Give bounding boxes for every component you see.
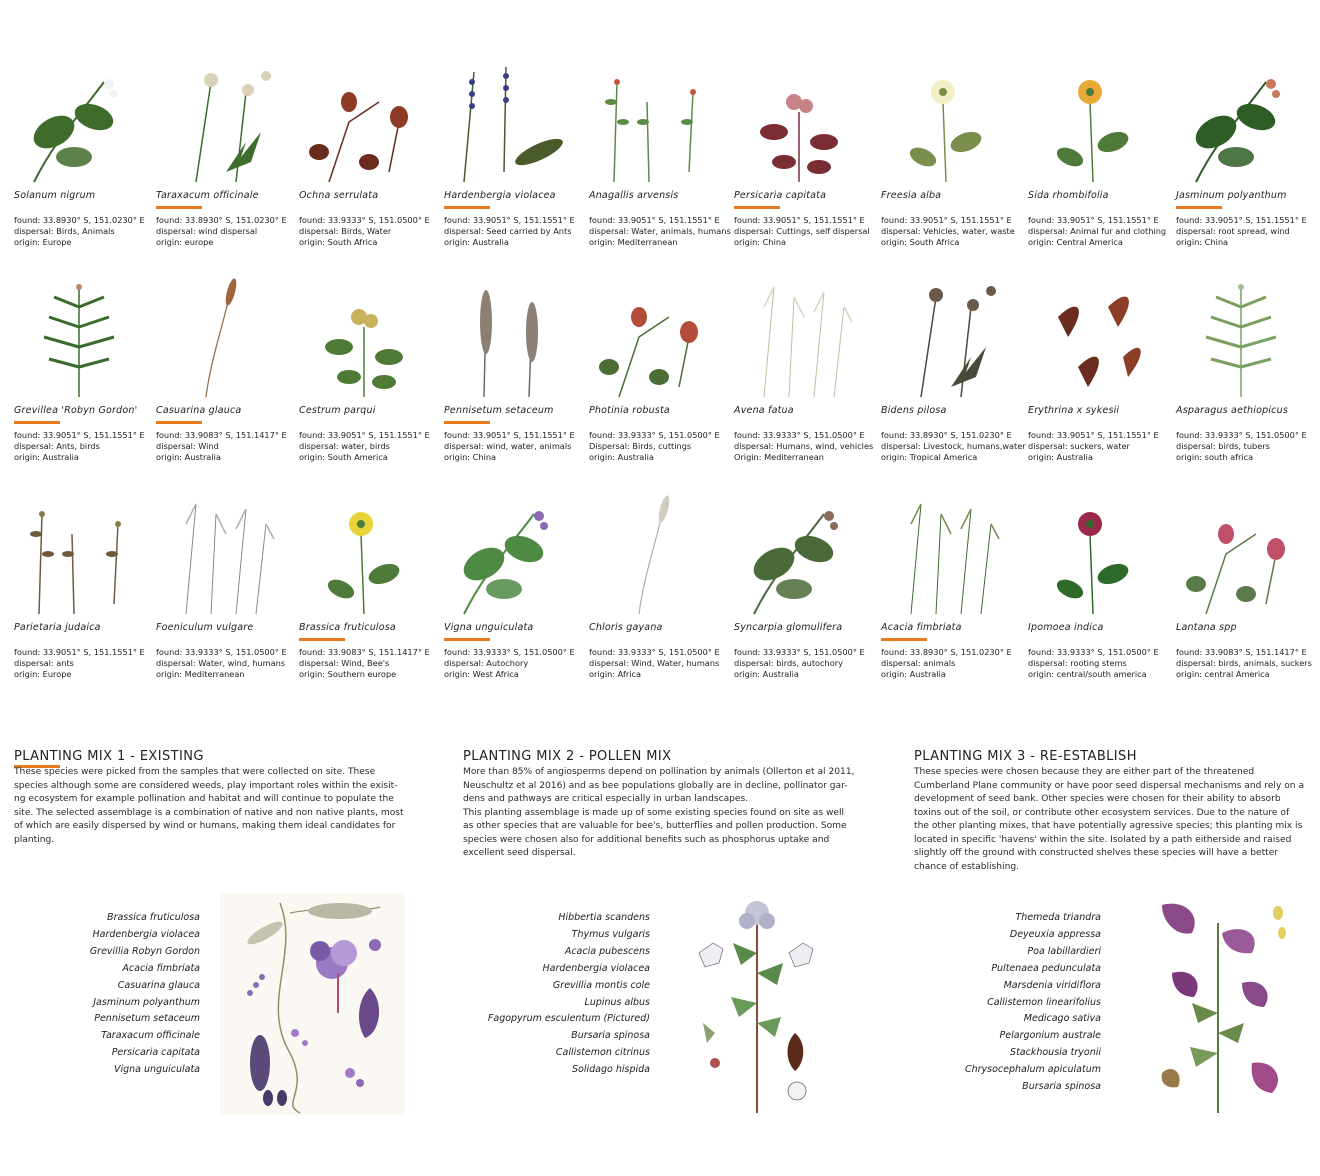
plant-name: Ochna serrulata [299, 190, 379, 201]
mix-3-illustration [1132, 893, 1304, 1115]
plant-image [734, 494, 864, 619]
species-name: Solidago hispida [572, 1064, 650, 1076]
plant-dispersal: dispersal: Humans, wind, vehicles [734, 441, 874, 451]
mix-1-species-list [40, 910, 200, 1079]
plant-specimen [156, 494, 306, 694]
species-name: Chrysocephalum apiculatum [964, 1064, 1101, 1076]
plant-found: found: 33.9051° S, 151.1551° E [1176, 215, 1307, 225]
plant-dispersal: dispersal: wind, water, animals [444, 441, 572, 451]
plant-dispersal: dispersal: Wind [156, 441, 219, 451]
plant-found: found: 33.8930° S, 151.0230° E [14, 215, 145, 225]
species-name: Poa labillardieri [1027, 945, 1101, 957]
plant-origin: origin: China [1176, 237, 1229, 247]
species-name: Medicago sativa [1023, 1013, 1101, 1025]
plant-name: Erythrina x sykesii [1028, 405, 1120, 416]
plant-found: found: 33.9051° S, 151.1551° E [1028, 430, 1159, 440]
plant-found: found: 33.8930° S, 151.0230° E [881, 647, 1012, 657]
plant-name: Acacia fimbriata [881, 622, 962, 633]
plant-specimen [1028, 62, 1178, 262]
plant-specimen [881, 494, 1031, 694]
plant-specimen [1028, 494, 1178, 694]
species-name: Marsdenia viridiflora [1003, 979, 1101, 991]
plant-dispersal: dispersal: Cuttings, self dispersal [734, 226, 870, 236]
species-name: Callistemon citrinus [555, 1047, 650, 1059]
plant-specimen [156, 62, 306, 262]
plant-origin: origin: Europe [14, 669, 72, 679]
plant-specimen [444, 494, 594, 694]
plant-image [444, 494, 574, 619]
plant-name: Vigna unguiculata [444, 622, 534, 633]
species-name: Pennisetum setaceum [94, 1013, 200, 1025]
species-name: Acacia pubescens [564, 945, 650, 957]
plant-origin: Origin: Mediterranean [734, 452, 824, 462]
plant-found: found: 33.9333° S, 151.0500° E [589, 647, 720, 657]
mix-3-title: PLANTING MIX 3 - RE-ESTABLISH [914, 749, 1137, 764]
plant-dispersal: dispersal: Vehicles, water, waste [881, 226, 1015, 236]
plant-origin: origin: central/south america [1028, 669, 1147, 679]
plant-origin: origin: Africa [589, 669, 642, 679]
mix-marker [444, 206, 490, 209]
plant-origin: origin: Australia [589, 452, 654, 462]
species-name: Bursaria spinosa [571, 1030, 650, 1042]
plant-specimen [734, 62, 884, 262]
plant-found: found: 33.8930° S, 151.0230° E [156, 215, 287, 225]
species-name: Vigna unguiculata [113, 1064, 200, 1076]
plant-image [734, 62, 864, 187]
mix-2-species-list [470, 910, 650, 1079]
plant-name: Brassica fruticulosa [299, 622, 396, 633]
plant-origin: origin: Australia [14, 452, 79, 462]
plant-origin: origin: Central America [1028, 237, 1123, 247]
species-name: Jasminum polyanthum [93, 996, 200, 1008]
plant-dispersal: dispersal: Birds, Animals [14, 226, 115, 236]
plant-name: Grevillea 'Robyn Gordon' [14, 405, 138, 416]
plant-specimen [1028, 277, 1178, 477]
plant-name: Chloris gayana [589, 622, 663, 633]
plant-specimen [444, 277, 594, 477]
plant-origin: origin: Europe [14, 237, 72, 247]
plant-origin: origin: Australia [881, 669, 946, 679]
plant-found: found: 33.9083° S, 151.1417° E [299, 647, 430, 657]
plant-found: found: 33.9333° S, 151.0500° E [734, 647, 865, 657]
plant-dispersal: dispersal: Livestock, humans,water [881, 441, 1026, 451]
mix-1-title: PLANTING MIX 1 - EXISTING [14, 749, 204, 764]
plant-dispersal: dispersal: birds, tubers [1176, 441, 1270, 451]
species-name: Themeda triandra [1015, 912, 1101, 923]
plant-dispersal: dispersal: suckers, water [1028, 441, 1130, 451]
plant-origin: origin: Australia [156, 452, 221, 462]
plant-name: Cestrum parqui [299, 405, 376, 416]
plant-image [589, 494, 719, 619]
plant-specimen [299, 494, 449, 694]
plant-dispersal: dispersal: animals [881, 658, 956, 668]
plant-dispersal: dispersal: Water, wind, humans [156, 658, 286, 668]
plant-specimen [444, 62, 594, 262]
plant-origin: origin: Tropical America [881, 452, 978, 462]
plant-found: found: 33.9333° S, 151.0500° E [444, 647, 575, 657]
mix-2-illustration [685, 893, 830, 1115]
plant-origin: origin: West Africa [444, 669, 519, 679]
plant-name: Foeniculum vulgare [156, 622, 254, 633]
mix-marker [156, 206, 202, 209]
mix-marker [1176, 206, 1222, 209]
plant-found: found: 33.9333° S, 151.0500° E [1028, 647, 1159, 657]
plant-name: Asparagus aethiopicus [1176, 405, 1288, 416]
plant-found: found: 33.8930° S, 151.0230° E [881, 430, 1012, 440]
species-name: Casuarina glauca [117, 979, 200, 991]
species-name: Acacia fimbriata [122, 962, 200, 974]
plant-found: found: 33.9333° S, 151.0500° E [734, 430, 865, 440]
species-name: Pelargonium australe [999, 1030, 1101, 1042]
plant-image [734, 277, 864, 402]
plant-image [881, 62, 1011, 187]
plant-name: Parietaria judaica [14, 622, 101, 633]
plant-dispersal: dispersal: Seed carried by Ants [444, 226, 572, 236]
plant-origin: origin: Mediterranean [589, 237, 678, 247]
plant-image [299, 494, 429, 619]
plant-found: found: 33.9051° S, 151.1551° E [444, 430, 575, 440]
plant-found: found: 33.9083° S, 151.1417° E [156, 430, 287, 440]
mix-marker [14, 421, 60, 424]
species-name: Grevillia montis cole [552, 979, 650, 991]
plant-image [444, 277, 574, 402]
plant-image [156, 494, 286, 619]
plant-origin: origin: China [734, 237, 787, 247]
plant-image [14, 494, 144, 619]
plant-dispersal: dispersal: Wind, Water, humans [589, 658, 720, 668]
plant-image [14, 277, 144, 402]
plant-found: found: 33.9051° S, 151.1551° E [14, 430, 145, 440]
plant-dispersal: dispersal: rooting stems [1028, 658, 1127, 668]
plant-origin: origin: China [444, 452, 497, 462]
plant-origin: origin: europe [156, 237, 214, 247]
plant-image [1028, 277, 1158, 402]
plant-image [299, 62, 429, 187]
plant-origin: origin: Australia [734, 669, 799, 679]
mix-1-description: These species were picked from the samples that were collected on site. These species although some are considered weeds, play important roles within the exisit-ng ecosystem for example pollination and habitat and will continue to populate the site. The selected assemblage is a combination of native and non native plants, most of which are easily dispersed by wind or humans, making them ideal candidates for planting. [14, 767, 404, 845]
plant-origin: origin: Mediterranean [156, 669, 245, 679]
species-name: Hibbertia scandens [558, 912, 650, 923]
plant-specimen [589, 62, 739, 262]
species-name: Deyeuxia appressa [1009, 928, 1101, 940]
plant-found: found: 33.9051° S, 151.1551° E [881, 215, 1012, 225]
species-name: Persicaria capitata [111, 1047, 200, 1059]
plant-dispersal: dispersal: ants [14, 658, 74, 668]
plant-name: Pennisetum setaceum [444, 405, 554, 416]
plant-name: Photinia robusta [589, 405, 670, 416]
plant-origin: origin: Australia [1028, 452, 1093, 462]
plant-specimen [589, 277, 739, 477]
plant-name: Ipomoea indica [1028, 622, 1104, 633]
plant-dispersal: dispersal: Birds, Water [299, 226, 392, 236]
plant-image [444, 62, 574, 187]
plant-dispersal: dispersal: Animal fur and clothing [1028, 226, 1167, 236]
plant-found: found: 33.9333° S, 151.0500° E [589, 430, 720, 440]
plant-name: Taraxacum officinale [156, 190, 259, 201]
plant-name: Bidens pilosa [881, 405, 947, 416]
mix-marker [444, 421, 490, 424]
mix-marker [444, 638, 490, 641]
plant-image [1176, 277, 1306, 402]
plant-origin: origin: central America [1176, 669, 1270, 679]
mix-marker [156, 421, 202, 424]
plant-image [1028, 494, 1158, 619]
plant-found: found: 33.9083° S, 151.1417° E [1176, 647, 1307, 657]
species-name: Pultenaea pedunculata [991, 962, 1101, 974]
plant-dispersal: dispersal: Water, animals, humans [589, 226, 731, 236]
mix-1-illustration [220, 893, 406, 1115]
species-name: Fagopyrum esculentum (Pictured) [487, 1013, 650, 1025]
plant-specimen [1176, 62, 1320, 262]
plant-name: Avena fatua [734, 405, 794, 416]
plant-image [589, 277, 719, 402]
plant-image [156, 62, 286, 187]
plant-specimen [299, 62, 449, 262]
plant-found: found: 33.9051° S, 151.1551° E [1028, 215, 1159, 225]
plant-specimen [881, 277, 1031, 477]
species-name: Lupinus albus [584, 996, 650, 1008]
plant-specimen [1176, 277, 1320, 477]
plant-dispersal: dispersal: root spread, wind [1176, 226, 1290, 236]
plant-image [881, 277, 1011, 402]
species-name: Callistemon linearifolius [987, 996, 1101, 1008]
plant-name: Syncarpia glomulifera [734, 622, 843, 633]
plant-specimen [156, 277, 306, 477]
plant-dispersal: dispersal: Autochory [444, 658, 529, 668]
plant-dispersal: dispersal: water, birds [299, 441, 390, 451]
plant-specimen [14, 494, 164, 694]
plant-name: Casuarina glauca [156, 405, 242, 416]
plant-origin: origin: South Africa [299, 237, 378, 247]
plant-origin: origin: Southern europe [299, 669, 397, 679]
species-name: Bursaria spinosa [1022, 1081, 1101, 1093]
mix-marker [299, 638, 345, 641]
plant-name: Freesia alba [881, 190, 942, 201]
plant-dispersal: dispersal: Wind, Bee's [299, 658, 390, 668]
plant-specimen [299, 277, 449, 477]
plant-name: Sida rhombifolia [1028, 190, 1109, 201]
plant-name: Lantana spp [1176, 622, 1237, 633]
plant-dispersal: dispersal: birds, animals, suckers [1176, 658, 1312, 668]
mix-marker [734, 206, 780, 209]
plant-specimen [734, 494, 884, 694]
plant-found: found: 33.9051° S, 151.1551° E [589, 215, 720, 225]
plant-name: Solanum nigrum [14, 190, 96, 201]
plant-image [299, 277, 429, 402]
plant-dispersal: dispersal: wind dispersal [156, 226, 258, 236]
plant-dispersal: Dispersal: Birds, cuttings [589, 441, 692, 451]
species-name: Grevillia Robyn Gordon [89, 945, 200, 957]
plant-found: found: 33.9333° S, 151.0500° E [156, 647, 287, 657]
species-name: Taraxacum officinale [101, 1030, 200, 1042]
mix-2-description: More than 85% of angiosperms depend on pollination by animals (Ollerton et al 2011, Neuschultz et al 2016) and as bee populations globally are in decline, pollinator gar-dens and pathways are critical especially in urban landscapes. This planting assemblage is made up of some existing species found on site as well as other species that are valuable for bee's, butterflies and pollen production. Some species were chosen also for additional benefits such as phosphorus uptake and excellent seed dispersal. [463, 767, 855, 858]
plant-specimen [14, 277, 164, 477]
plant-specimen [589, 494, 739, 694]
mix-2-title: PLANTING MIX 2 - POLLEN MIX [463, 749, 672, 764]
species-name: Hardenbergia violacea [92, 928, 200, 940]
plant-origin: origin: Australia [444, 237, 509, 247]
species-name: Hardenbergia violacea [542, 962, 650, 974]
plant-image [589, 62, 719, 187]
plant-specimen [1176, 494, 1320, 694]
plant-origin: origin: South America [299, 452, 388, 462]
plant-name: Jasminum polyanthum [1176, 190, 1287, 201]
species-name: Thymus vulgaris [571, 928, 650, 940]
plant-dispersal: dispersal: Ants, birds [14, 441, 100, 451]
plant-image [1176, 62, 1306, 187]
plant-name: Persicaria capitata [734, 190, 827, 201]
plant-name: Anagallis arvensis [589, 190, 679, 201]
species-name: Brassica fruticulosa [107, 912, 200, 923]
plant-found: found: 33.9051° S, 151.1551° E [14, 647, 145, 657]
plant-specimen [881, 62, 1031, 262]
species-name: Stackhousia tryonii [1010, 1047, 1101, 1059]
plant-specimen [734, 277, 884, 477]
plant-origin: origin: south africa [1176, 452, 1254, 462]
plant-image [881, 494, 1011, 619]
plant-image [156, 277, 286, 402]
plant-found: found: 33.9333° S, 151.0500° E [299, 215, 430, 225]
plant-found: found: 33.9333° S, 151.0500° E [1176, 430, 1307, 440]
plant-dispersal: dispersal: birds, autochory [734, 658, 843, 668]
plant-origin: origin: South Africa [881, 237, 960, 247]
plant-image [14, 62, 144, 187]
plant-image [1176, 494, 1306, 619]
plant-found: found: 33.9051° S, 151.1551° E [299, 430, 430, 440]
plant-found: found: 33.9051° S, 151.1551° E [444, 215, 575, 225]
plant-name: Hardenbergia violacea [444, 190, 556, 201]
mix-3-species-list [930, 910, 1101, 1096]
plant-specimen [14, 62, 164, 262]
mix-marker [881, 638, 927, 641]
plant-found: found: 33.9051° S, 151.1551° E [734, 215, 865, 225]
mix-3-description: These species were chosen because they are either part of the threatened Cumberland Plane community or have poor seed dispersal mechanisms and rely on a development of seed bank. Other species were chosen for their ability to absorb toxins out of the soil, or contribute other ecosystem services. Due to the nature of the other planting mixes, that have potentially agressive species; this planting mix is located in specific 'havens' within the site. Isolated by a path eitherside and raised slightly off the ground with constructed shelves these species will have a better chance of establishing. [914, 767, 1305, 872]
plant-image [1028, 62, 1158, 187]
